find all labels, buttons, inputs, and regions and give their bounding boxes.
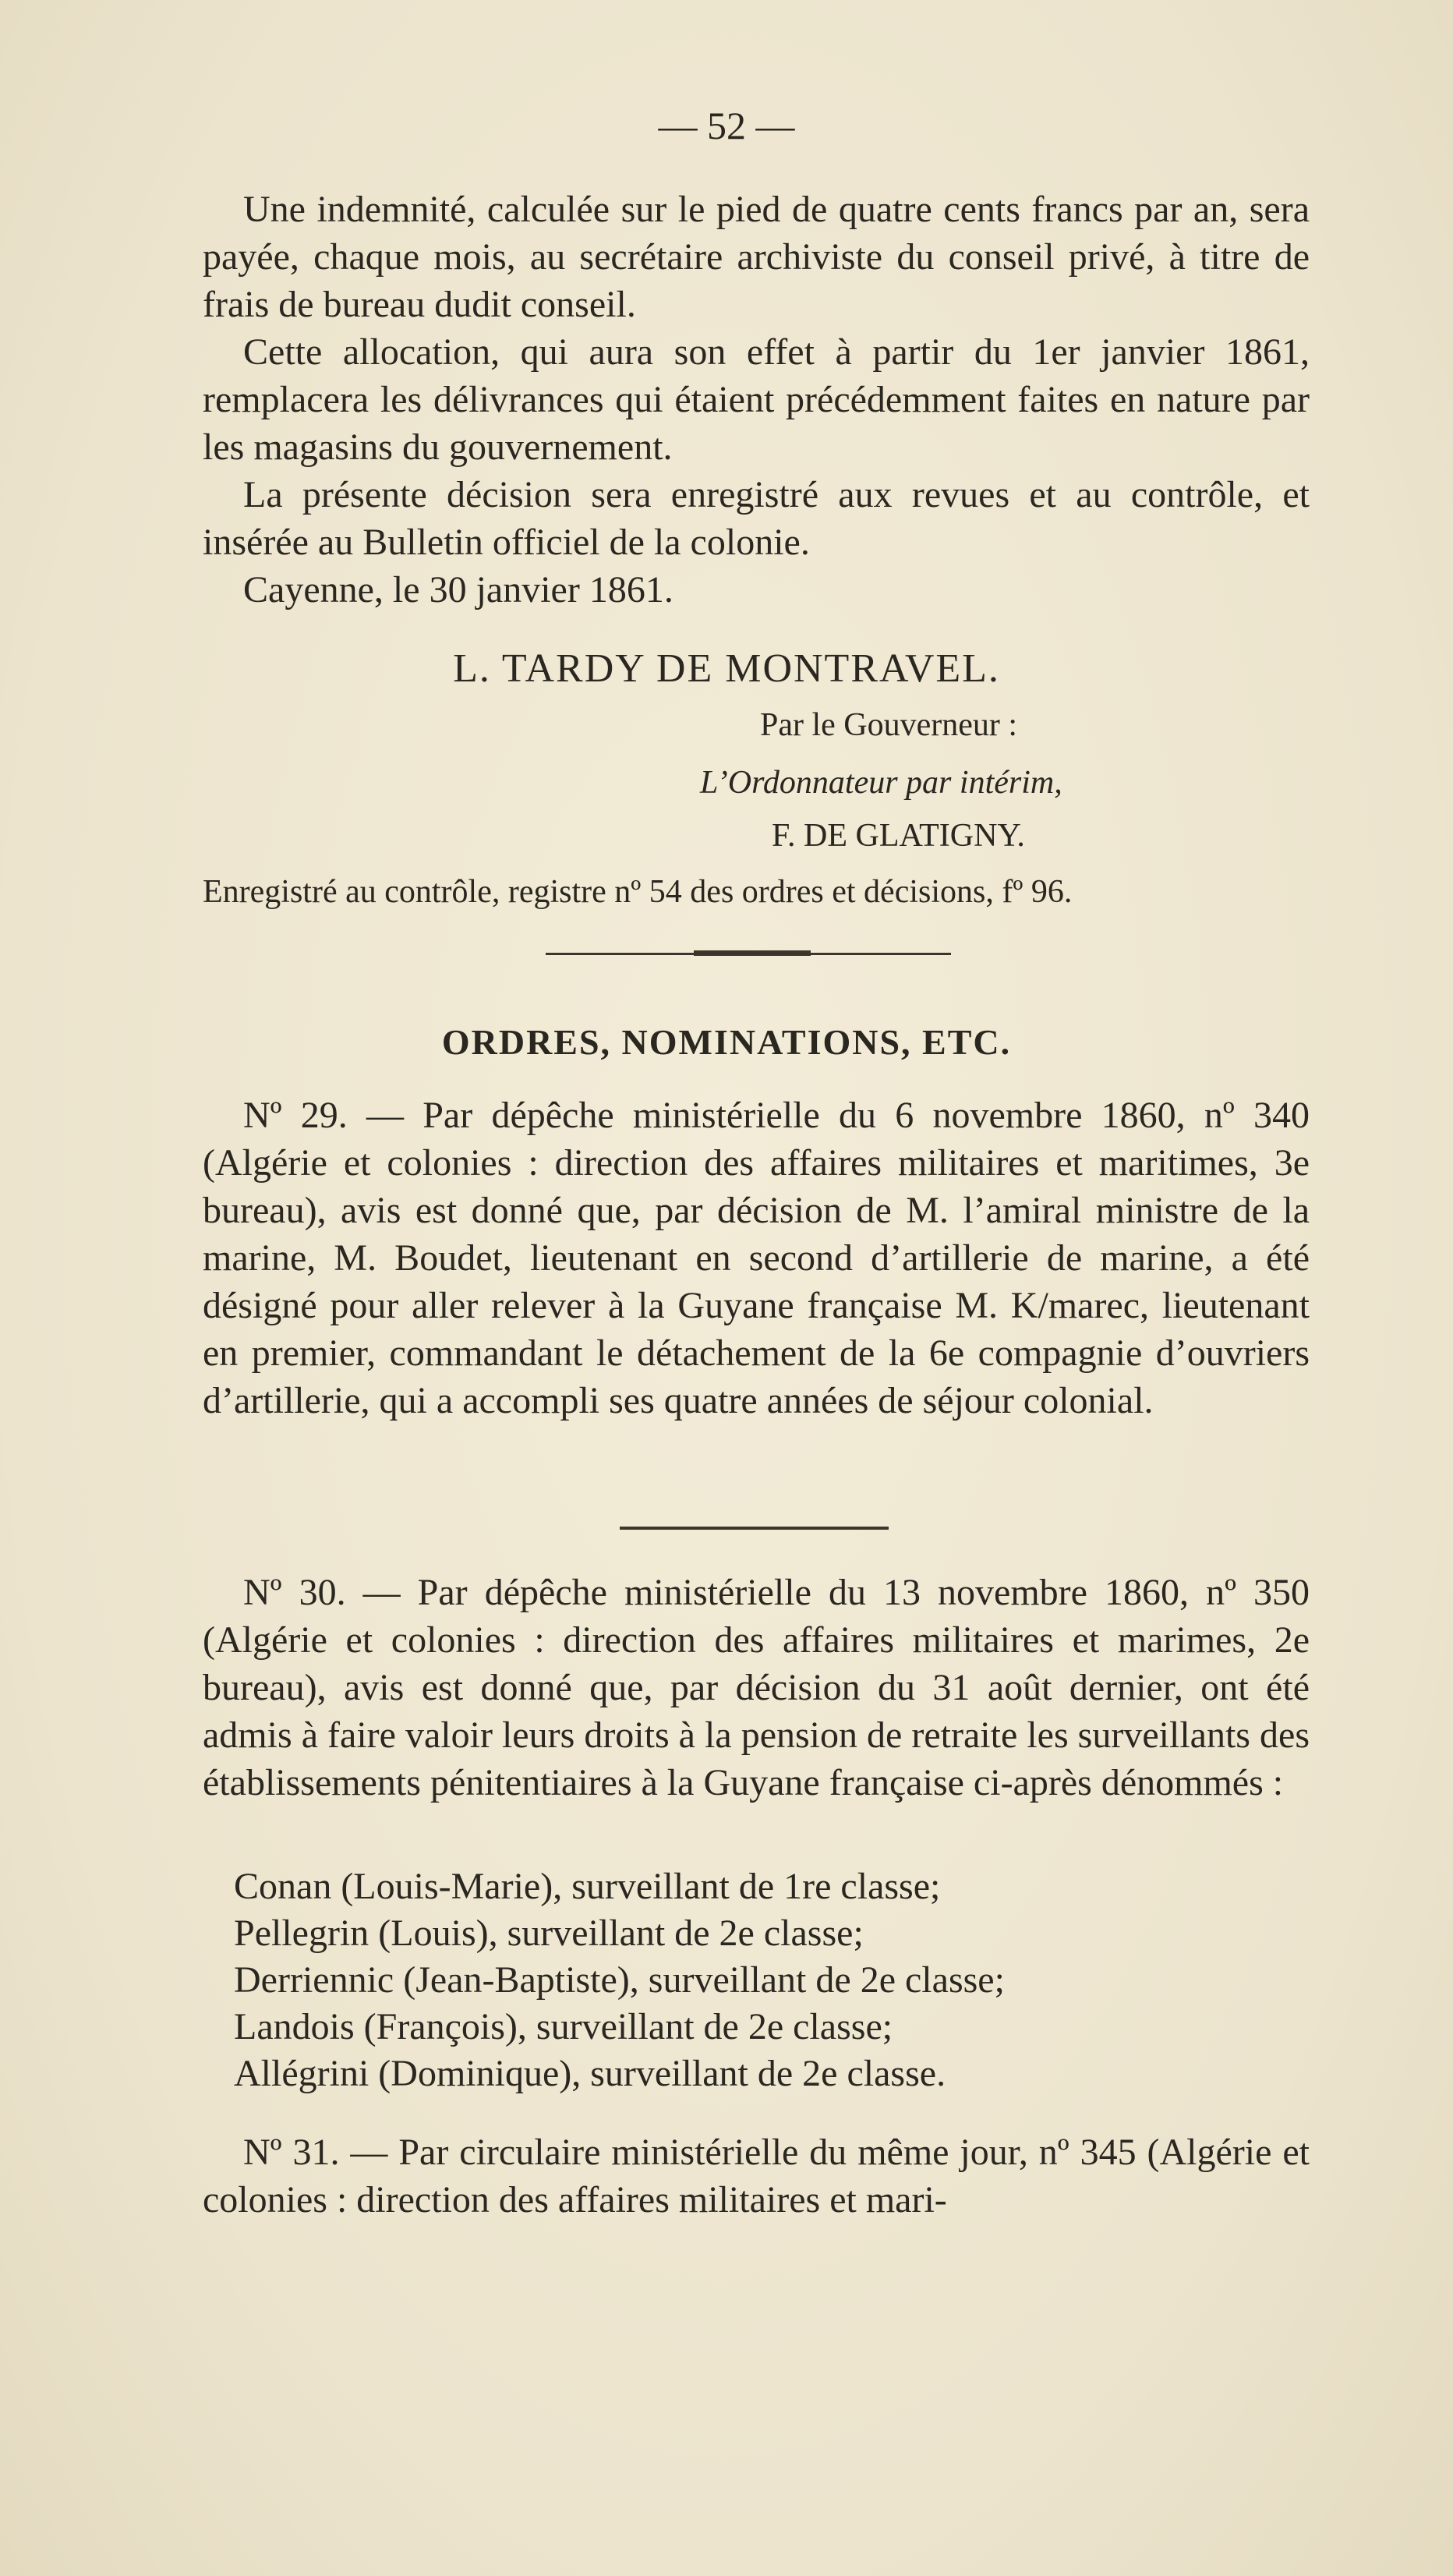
item-separator (620, 1527, 889, 1530)
list-item: Conan (Louis-Marie), surveillant de 1re classe; (234, 1866, 941, 1907)
section-heading: ORDRES, NOMINATIONS, ETC. (441, 1022, 1012, 1062)
paragraph-date-place: Cayenne, le 30 janvier 1861. (243, 569, 673, 610)
paragraph-indemnity: Une indemnité, calculée sur le pied de quatre cents francs par an, sera payée, chaque mois, au secrétaire archiviste du conseil privé, à titre de frais de bureau dudit conseil. (203, 189, 1310, 325)
list-item: Allégrini (Dominique), surveillant de 2e classe. (234, 2053, 946, 2094)
list-item: Derriennic (Jean-Baptiste), surveillant de 2e classe; (234, 1959, 1005, 2001)
paragraph-allocation: Cette allocation, qui aura son effet à partir du 1er janvier 1861, remplacera les délivrances qui étaient précédemment faites en nature par les magasins du gouvernement. (203, 331, 1310, 468)
ordonnateur-name: F. DE GLATIGNY. (772, 818, 1025, 854)
par-le-gouverneur: Par le Gouverneur : (760, 707, 1018, 743)
item-29-text: Nº 29. — Par dépêche ministérielle du 6 novembre 1860, nº 340 (Algérie et colonies : direction des affaires militaires et maritimes, 3e bureau), avis est donné que, par décision de M. l’amiral ministre de la marine, M. Boudet, lieutenant en second d’artillerie de marine, a été désigné pour aller relever à la Guyane française M. K/marec, lieutenant en premier, commandant le détachement de la 6e compagnie d’ouvriers d’artillerie, qui a accompli ses quatre années de séjour colonial. (203, 1095, 1310, 1421)
paragraph-registration-order: La présente décision sera enregistré aux revues et au contrôle, et insérée au Bulletin officiel de la colonie. (203, 474, 1310, 563)
surveillants-list (234, 1863, 1310, 2097)
item-31 (203, 2128, 1310, 2224)
governor-signature: L. TARDY DE MONTRAVEL. (453, 646, 1000, 691)
item-29 (203, 1092, 1310, 1424)
list-item: Pellegrin (Louis), surveillant de 2e classe; (234, 1913, 864, 1954)
page-number: — 52 — (658, 104, 795, 147)
ordonnateur-title: L’Ordonnateur par intérim, (700, 765, 1062, 801)
list-item: Landois (François), surveillant de 2e classe; (234, 2006, 893, 2047)
item-31-text: Nº 31. — Par circulaire ministérielle du même jour, nº 345 (Algérie et colonies : direction des affaires militaires et mari- (203, 2132, 1310, 2220)
item-30 (203, 1569, 1310, 1806)
item-30-text: Nº 30. — Par dépêche ministérielle du 13 novembre 1860, nº 350 (Algérie et colonies : direction des affaires militaires et marimes, 2e bureau), avis est donné que, par décision du 31 août dernier, ont été admis à faire valoir leurs droits à la pension de retraite les surveillants des établissements pénitentiaires à la Guyane française ci-après dénommés : (203, 1572, 1310, 1803)
separator-rule-thick (694, 950, 811, 956)
registration-line: Enregistré au contrôle, registre nº 54 des ordres et décisions, fº 96. (203, 874, 1073, 910)
decision-text (203, 186, 1310, 614)
